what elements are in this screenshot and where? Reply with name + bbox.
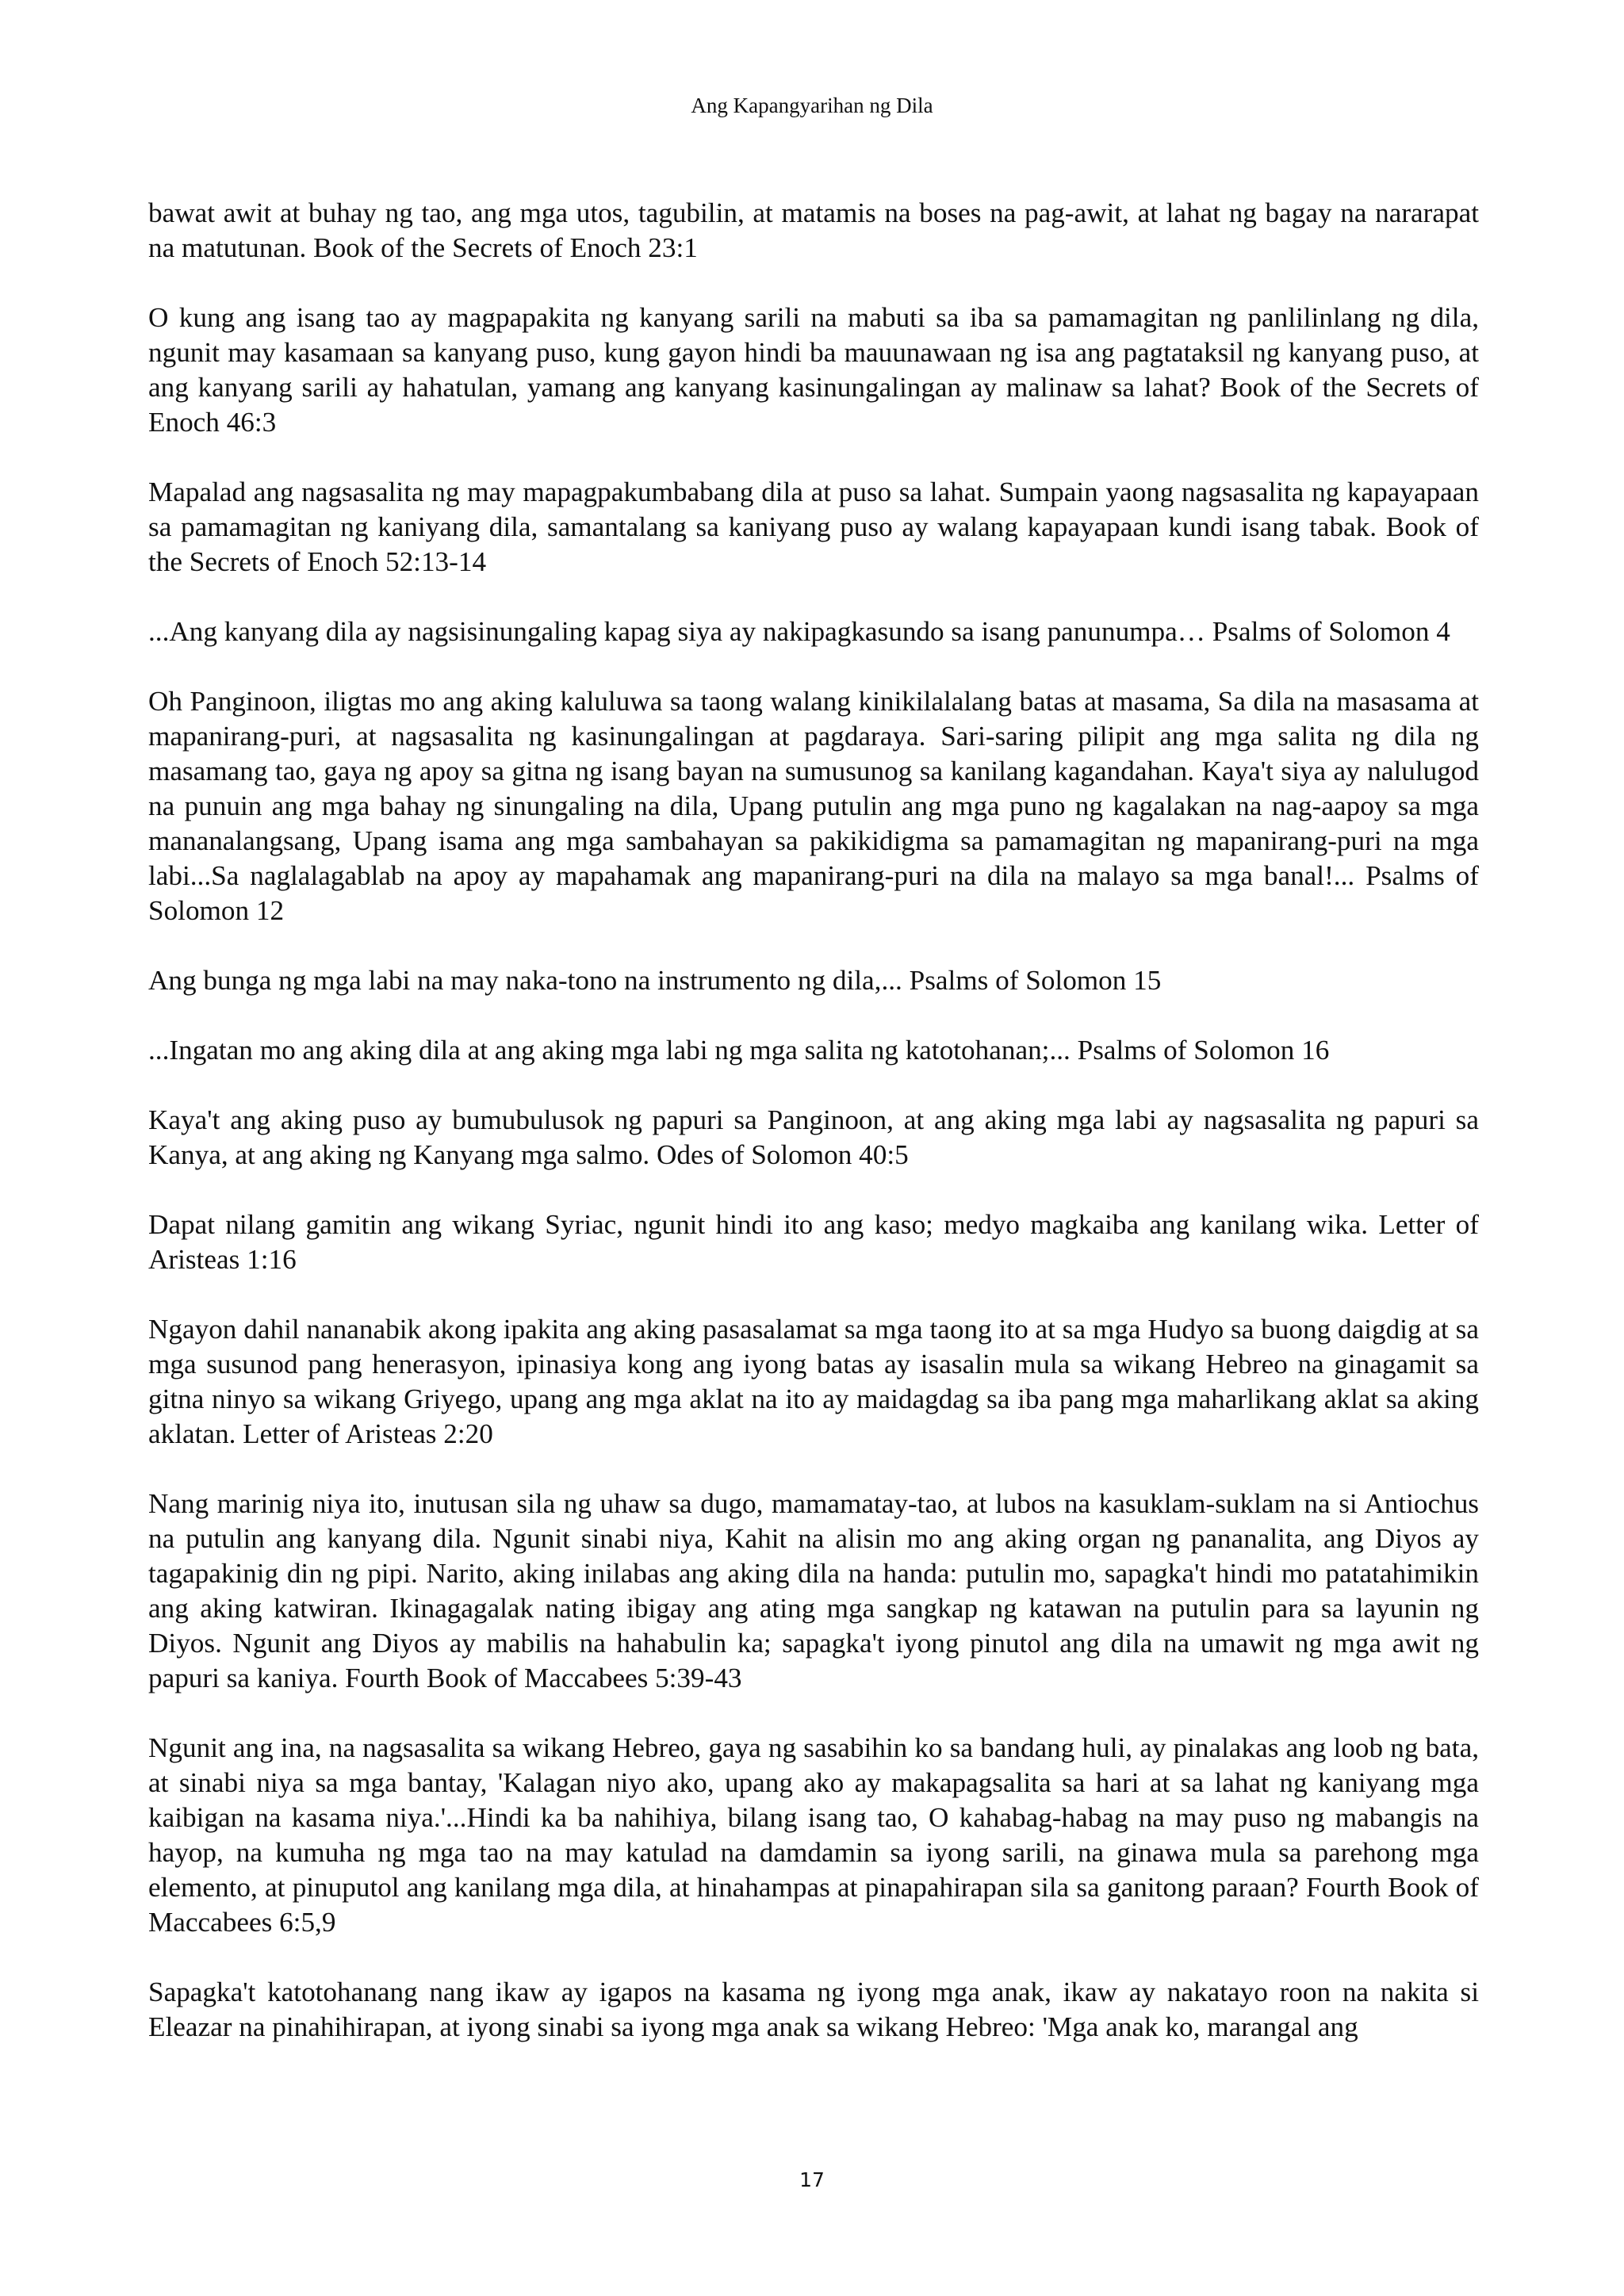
paragraph: Nang marinig niya ito, inutusan sila ng uhaw sa dugo, mamamatay-tao, at lubos na kasuklam-suklam na si Antiochus na putulin ang kanyang dila. Ngunit sinabi niya, Kahit na alisin mo ang aking organ ng pananalita, ang Diyos ay tagapakinig din ng pipi. Narito, aking inilabas ang aking dila na handa: putulin mo, sapagka't hindi mo patatahimikin ang aking katwiran. Ikinagagalak nating ibigay ang ating mga sangkap ng katawan na putulin para sa layunin ng Diyos. Ngunit ang Diyos ay mabilis na hahabulin ka; sapagka't iyong pinutol ang dila na umawit ng mga awit ng papuri sa kaniya. Fourth Book of Maccabees 5:39-43 xyxy=(148,1488,1479,1693)
paragraph: Kaya't ang aking puso ay bumubulusok ng papuri sa Panginoon, at ang aking mga labi ay nagsasalita ng papuri sa Kanya, at ang aking ng Kanyang mga salmo. Odes of Solomon 40:5 xyxy=(148,1104,1479,1170)
paragraph: Sapagka't katotohanang nang ikaw ay igapos na kasama ng iyong mga anak, ikaw ay nakatayo roon na nakita si Eleazar na pinahihirapan, at iyong sinabi sa iyong mga anak sa wikang Hebreo: 'Mga anak ko, marangal ang xyxy=(148,1976,1479,2042)
paragraph: Mapalad ang nagsasalita ng may mapagpakumbabang dila at puso sa lahat. Sumpain yaong nagsasalita ng kapayapaan sa pamamagitan ng kaniyang dila, samantalang sa kaniyang puso ay walang kapayapaan kundi isang tabak. Book of the Secrets of Enoch 52:13-14 xyxy=(148,476,1479,577)
paragraph: Ngunit ang ina, na nagsasalita sa wikang Hebreo, gaya ng sasabihin ko sa bandang huli, ay pinalakas ang loob ng bata, at sinabi niya sa mga bantay, 'Kalagan niyo ako, upang ako ay makapagsalita sa hari at sa lahat ng kaniyang mga kaibigan na kasama niya.'...Hindi ka ba nahihiya, bilang isang tao, O kahabag-habag na may puso ng mabangis na hayop, na kumuha ng mga tao na may katulad na damdamin sa iyong sarili, na ginawa mula sa parehong mga elemento, at pinuputol ang kanilang mga dila, at hinahampas at pinapahirapan sila sa ganitong paraan? Fourth Book of Maccabees 6:5,9 xyxy=(148,1732,1479,1938)
paragraph: Ngayon dahil nananabik akong ipakita ang aking pasasalamat sa mga taong ito at sa mga Hudyo sa buong daigdig at sa mga susunod pang henerasyon, ipinasiya kong ang iyong batas ay isasalin mula sa wikang Hebreo na ginagamit sa gitna ninyo sa wikang Griyego, upang ang mga aklat na ito ay maidagdag sa iba pang mga maharlikang aklat sa aking aklatan. Letter of Aristeas 2:20 xyxy=(148,1314,1479,1449)
page-number: 17 xyxy=(799,2168,825,2191)
paragraph: ...Ingatan mo ang aking dila at ang aking mga labi ng mga salita ng katotohanan;... Psalms of Solomon 16 xyxy=(148,1035,1330,1066)
paragraph: bawat awit at buhay ng tao, ang mga utos, tagubilin, at matamis na boses na pag-awit, at lahat ng bagay na nararapat na matutunan. Book of the Secrets of Enoch 23:1 xyxy=(148,197,1479,263)
body-text xyxy=(148,196,1479,2080)
paragraph: Ang bunga ng mga labi na may naka-tono na instrumento ng dila,... Psalms of Solomon 15 xyxy=(148,965,1162,996)
paragraph: O kung ang isang tao ay magpapakita ng kanyang sarili na mabuti sa iba sa pamamagitan ng panlilinlang ng dila, ngunit may kasamaan sa kanyang puso, kung gayon hindi ba mauunawaan ng isa ang pagtataksil ng kanyang puso, at ang kanyang sarili ay hahatulan, yamang ang kanyang kasinungalingan ay malinaw sa lahat? Book of the Secrets of Enoch 46:3 xyxy=(148,302,1479,438)
paragraph: Dapat nilang gamitin ang wikang Syriac, ngunit hindi ito ang kaso; medyo magkaiba ang kanilang wika. Letter of Aristeas 1:16 xyxy=(148,1209,1479,1275)
paragraph: ...Ang kanyang dila ay nagsisinungaling kapag siya ay nakipagkasundo sa isang panunumpa… Psalms of Solomon 4 xyxy=(148,616,1450,647)
running-header: Ang Kapangyarihan ng Dila xyxy=(691,94,933,117)
paragraph: Oh Panginoon, iligtas mo ang aking kaluluwa sa taong walang kinikilalalang batas at masama, Sa dila na masasama at mapanirang-puri, at nagsasalita ng kasinungalingan at pagdaraya. Sari-saring pilipit ang mga salita ng dila ng masamang tao, gaya ng apoy sa gitna ng isang bayan na sumusunog sa kanilang kagandahan. Kaya't siya ay nalulugod na punuin ang mga bahay ng sinungaling na dila, Upang putulin ang mga puno ng kagalakan na nag-aapoy sa mga mananalangsang, Upang isama ang mga sambahayan sa pakikidigma sa pamamagitan ng mapanirang-puri na mga labi...Sa naglalagablab na apoy ay mapahamak ang mapanirang-puri na dila na malayo sa mga banal!... Psalms of Solomon 12 xyxy=(148,686,1479,926)
